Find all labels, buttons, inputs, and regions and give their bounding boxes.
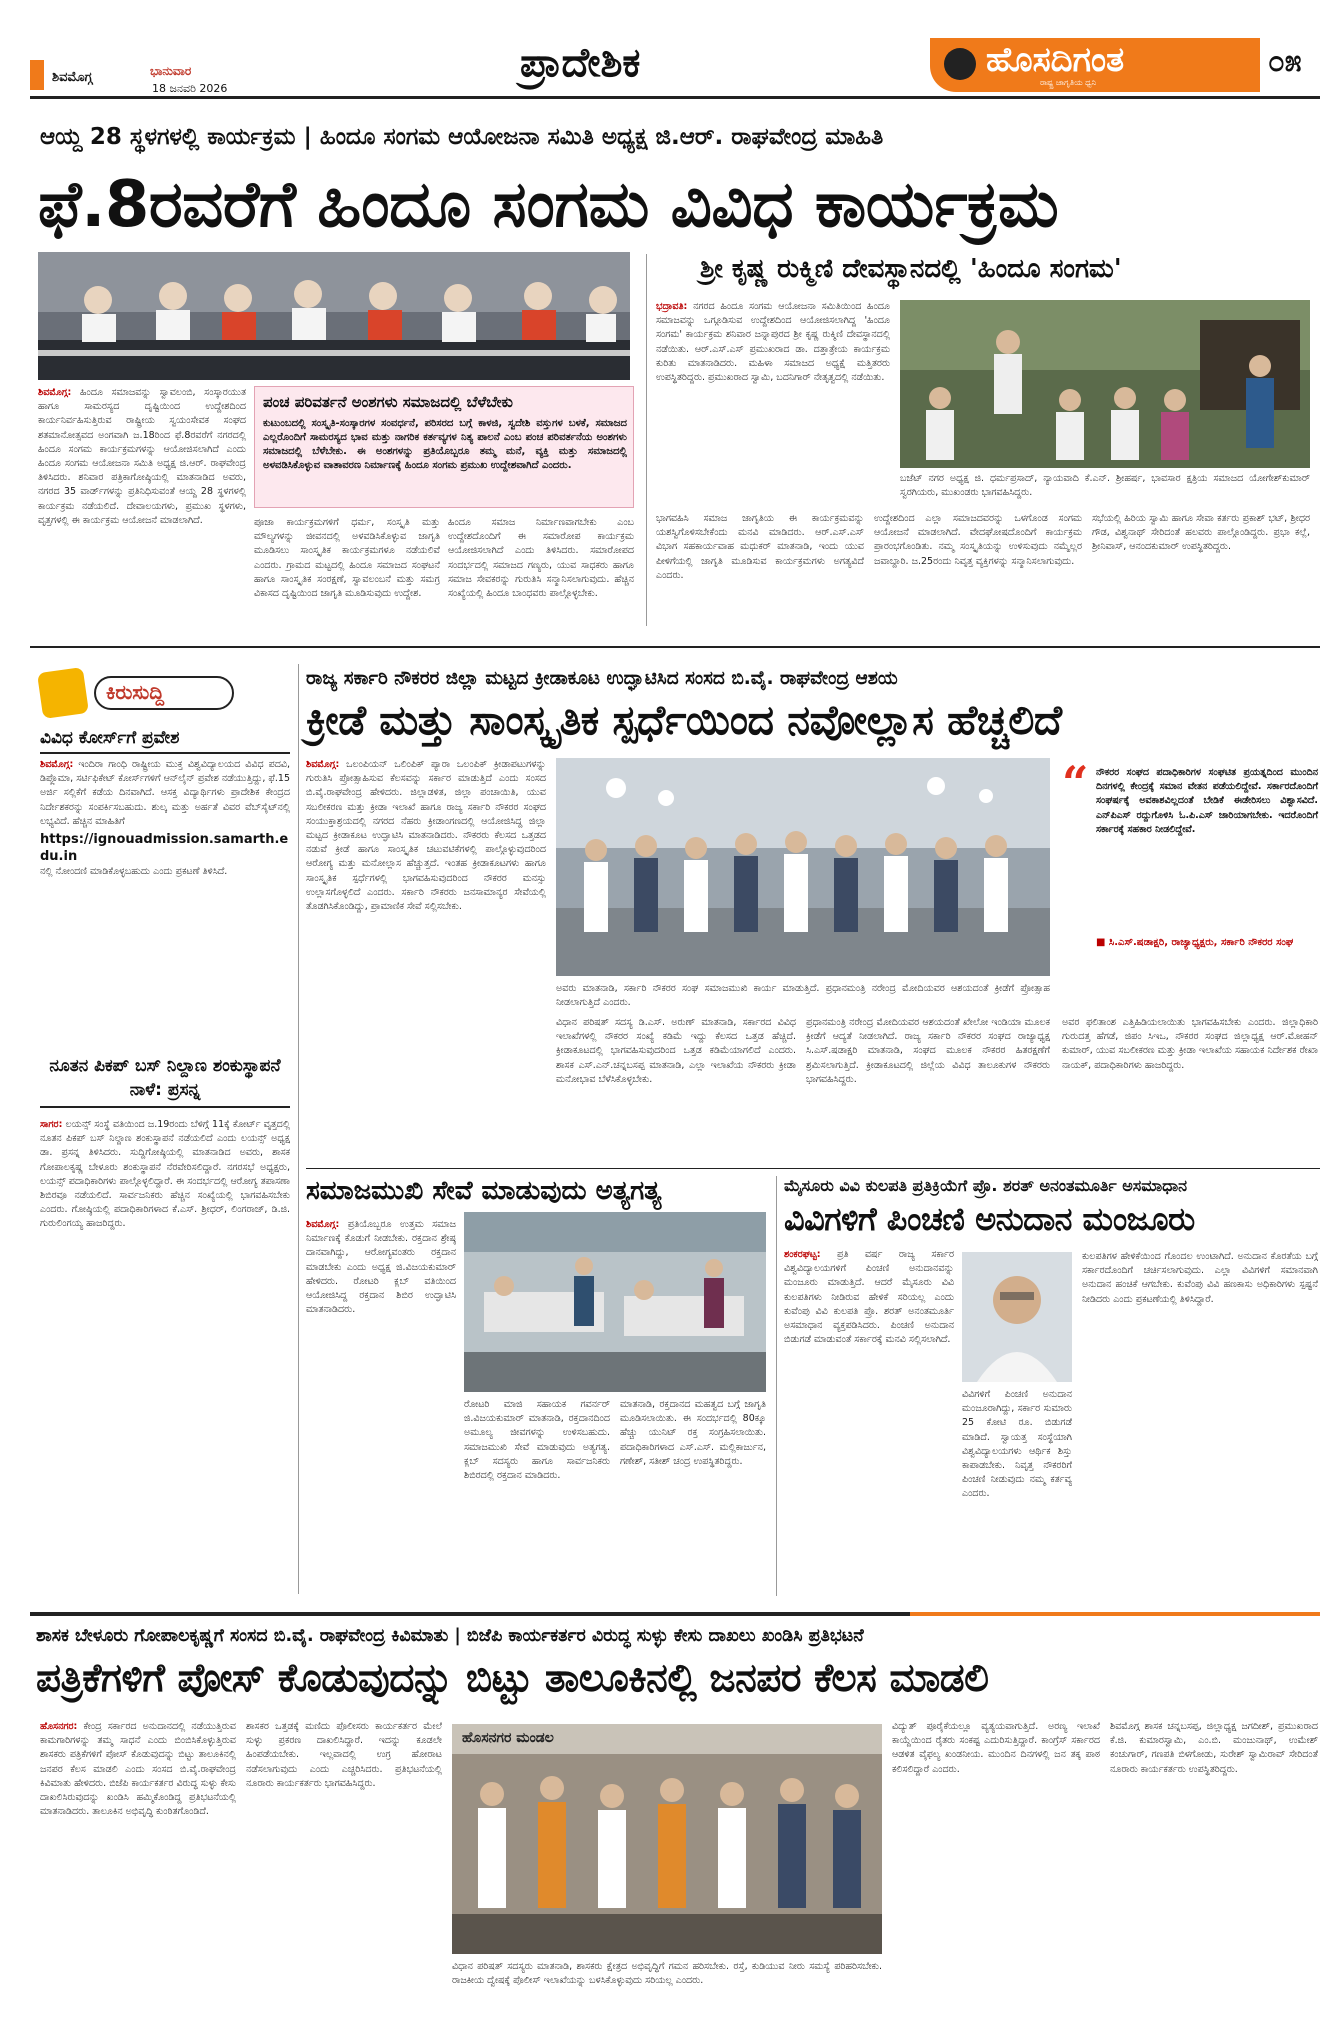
story6-col4-text: ವಿದ್ಯುತ್ ಪೂರೈಕೆಯಲ್ಲೂ ವ್ಯತ್ಯಯವಾಗುತ್ತಿದೆ. ಅರಣ್ಯ ಇಲಾಖೆ ಕಾಯ್ದೆಯಿಂದ ರೈತರು ಸಂಕಷ್ಟ ಎದುರಿಸುತ್ತಿದ್ದಾರೆ. ಕಾಂಗ್ರೆಸ್ ಸರ್ಕಾರದ ಆಡಳಿತ ವೈಫಲ್ಯ ಖಂಡನೀಯ. ಮುಂದಿನ ದಿನಗಳಲ್ಲಿ ಜನ ತಕ್ಕ ಪಾಠ ಕಲಿಸಲಿದ್ದಾರೆ ಎಂದರು. (892, 1721, 1100, 1775)
story5-col3 (1082, 1250, 1318, 1596)
story4-headline: ಸಮಾಜಮುಖಿ ಸೇವೆ ಮಾಡುವುದು ಅತ್ಯಗತ್ಯ (306, 1176, 662, 1206)
story4-col2-text: ರೋಟರಿ ಮಾಜಿ ಸಹಾಯಕ ಗವರ್ನರ್ ಜಿ.ವಿಜಯಕುಮಾರ್ ಮಾತನಾಡಿ, ರಕ್ತದಾನದಿಂದ ಅಮೂಲ್ಯ ಜೀವಗಳನ್ನು ಉಳಿಸಬಹುದು. ಸಮಾಜಮುಖಿ ಸೇವೆ ಮಾಡುವುದು ಅತ್ಯಗತ್ಯ. ಕ್ಲಬ್ ಸದಸ್ಯರು ಹಾಗೂ ಸಾರ್ವಜನಿಕರು ಶಿಬಿರದಲ್ಲಿ ರಕ್ತದಾನ ಮಾಡಿದರು. (464, 1399, 610, 1482)
story6-dateline: ಹೊಸನಗರ: (40, 1721, 78, 1732)
story1-col2-text: ಪೂಜಾ ಕಾರ್ಯಕ್ರಮಗಳಿಗೆ ಧರ್ಮ, ಸಂಸ್ಕೃತಿ ಮತ್ತು ಮೌಲ್ಯಗಳನ್ನು ಜೀವನದಲ್ಲಿ ಅಳವಡಿಸಿಕೊಳ್ಳುವ ಜಾಗೃತಿ ಮೂಡಿಸಲು ಸಾಂಸ್ಕೃತಿಕ ಕಾರ್ಯಕ್ರಮಗಳೂ ನಡೆಯಲಿವೆ ಎಂದರು. ಗ್ರಾಮದ ಮಟ್ಟದಲ್ಲಿ ಹಿಂದೂ ಸಮಾಜದ ಸಂಘಟನೆ ಹಾಗೂ ಸಾಂಸ್ಕೃತಿಕ ಸಂರಕ್ಷಣೆ, ಸ್ವಾವಲಂಬನೆ ಮತ್ತು ಸಮಗ್ರ ವಿಕಾಸದ ದೃಷ್ಟಿಯಿಂದ ಜಾಗೃತಿ ಮೂಡಿಸುವುದು ಉದ್ದೇಶ. (254, 517, 440, 600)
story4-divider (776, 1176, 777, 1596)
story5-col2 (962, 1388, 1072, 1596)
story6-col3 (452, 1960, 882, 2022)
story1-headline: ಫೆ.8ರವರೆಗೆ ಹಿಂದೂ ಸಂಗಮ ವಿವಿಧ ಕಾರ್ಯಕ್ರಮ (38, 168, 1059, 242)
story4-col2 (464, 1398, 610, 1596)
story2-col3-text: ಉದ್ದೇಶದಿಂದ ಎಲ್ಲಾ ಸಮಾಜದವರನ್ನು ಒಳಗೊಂಡ ಸಂಗಮ ಆಯೋಜನೆ ಮಾಡಲಾಗಿದೆ. ವೇದಘೋಷದೊಂದಿಗೆ ಕಾರ್ಯಕ್ರಮ ಪ್ರಾರಂಭಗೊಂಡಿತು. ನಮ್ಮ ಸಂಸ್ಕೃತಿಯನ್ನು ಉಳಿಸುವುದು ನಮ್ಮೆಲ್ಲರ ಜವಾಬ್ದಾರಿ. ಜ.25ರಂದು ನಿವೃತ್ತ ವ್ಯಕ್ತಿಗಳನ್ನು ಸನ್ಮಾನಿಸಲಾಗುವುದು. (874, 513, 1082, 567)
brief-item1-tail: ನಲ್ಲಿ ನೋಂದಣಿ ಮಾಡಿಕೊಳ್ಳಬಹುದು ಎಂದು ಪ್ರಕಟಣೆ ತಿಳಿಸಿದೆ. (40, 866, 228, 878)
story6-photo-label: ಹೊಸನಗರ ಮಂಡಲ (462, 1730, 554, 1746)
story2-col1b (656, 480, 890, 512)
story3-col3-text: ಪ್ರಧಾನಮಂತ್ರಿ ನರೇಂದ್ರ ಮೋದಿಯವರ ಆಶಯದಂತೆ ಖೇಲೋ ಇಂಡಿಯಾ ಮೂಲಕ ಕ್ರೀಡೆಗೆ ಆದ್ಯತೆ ನೀಡಲಾಗಿದೆ. ರಾಜ್ಯ ಸರ್ಕಾರಿ ನೌಕರರ ಸಂಘದ ರಾಜ್ಯಾಧ್ಯಕ್ಷ ಸಿ.ಎಸ್.ಷಡಾಕ್ಷರಿ ಮಾತನಾಡಿ, ಸಂಘದ ಮೂಲಕ ನೌಕರರ ಹಿತರಕ್ಷಣೆಗೆ ಶ್ರಮಿಸಲಾಗುತ್ತಿದೆ. ಕ್ರೀಡಾಕೂಟದಲ್ಲಿ ಜಿಲ್ಲೆಯ ವಿವಿಧ ತಾಲೂಕುಗಳ ನೌಕರರು ಭಾಗವಹಿಸಿದ್ದರು. (806, 1017, 1050, 1085)
story1-col3-text: ಹಿಂದೂ ಸಮಾಜ ನಿರ್ಮಾಣವಾಗಬೇಕು ಎಂಬ ಉದ್ದೇಶದೊಂದಿಗೆ ಈ ಸಮಾರೋಪ ಕಾರ್ಯಕ್ರಮ ಆಯೋಜಿಸಲಾಗಿದೆ ಎಂದು ತಿಳಿಸಿದರು. ಸಮಾರೋಪದ ಸಂದರ್ಭದಲ್ಲಿ ಸಮಾಜದ ಗಣ್ಯರು, ಯುವ ಸಾಧಕರು ಹಾಗೂ ಸಮಾಜ ಸೇವಕರನ್ನು ಗುರುತಿಸಿ ಸನ್ಮಾನಿಸಲಾಗುವುದು. ಹೆಚ್ಚಿನ ಸಂಖ್ಯೆಯಲ್ಲಿ ಹಿಂದೂ ಬಾಂಧವರು ಪಾಲ್ಗೊಳ್ಳಬೇಕು. (448, 517, 634, 600)
story3-quote-by: ■ ಸಿ.ಎಸ್.ಷಡಾಕ್ಷರಿ, ರಾಜ್ಯಾಧ್ಯಕ್ಷರು, ಸರ್ಕಾರಿ ನೌಕರರ ಸಂಘ (1096, 937, 1294, 948)
story3-col2 (556, 1016, 796, 1158)
story5-kicker: ಮೈಸೂರು ವಿವಿ ಕುಲಪತಿ ಪ್ರತಿಕ್ರಿಯೆಗೆ ಪ್ರೊ. ಶರತ್ ಅನಂತಮೂರ್ತಿ ಅಸಮಾಧಾನ (784, 1176, 1188, 1195)
story3-col4 (1062, 1016, 1318, 1158)
brief-badge-hand-icon (37, 667, 89, 719)
brand-logo-icon (944, 48, 976, 80)
story5-col3-text: ಕುಲಪತಿಗಳ ಹೇಳಿಕೆಯಿಂದ ಗೊಂದಲ ಉಂಟಾಗಿದೆ. ಅನುದಾನ ಕೊರತೆಯ ಬಗ್ಗೆ ಸರ್ಕಾರದೊಂದಿಗೆ ಚರ್ಚಿಸಲಾಗುವುದು. ಎಲ್ಲಾ ವಿವಿಗಳಿಗೆ ಸಮಾನವಾಗಿ ಅನುದಾನ ಹಂಚಿಕೆ ಆಗಬೇಕು. ಕುವೆಂಪು ವಿವಿ ಹಣಕಾಸು ಅಧಿಕಾರಿಗಳು ಸ್ಪಷ್ಟನೆ ನೀಡಿದರು ಎಂದು ಪ್ರಕಟಣೆಯಲ್ಲಿ ತಿಳಿಸಿದ್ದಾರೆ. (1082, 1251, 1318, 1305)
story1-col3 (448, 516, 634, 626)
story3-quote-box (1062, 756, 1318, 982)
story6-col5 (1110, 1720, 1318, 2020)
masthead-line (30, 96, 1320, 99)
story3-photo (556, 758, 1050, 976)
story6-photo-scene (452, 1724, 882, 1954)
story5-headline: ವಿವಿಗಳಿಗೆ ಪಿಂಚಣಿ ಅನುದಾನ ಮಂಜೂರು (784, 1200, 1195, 1238)
story3-quote-text: ನೌಕರರ ಸಂಘದ ಪದಾಧಿಕಾರಿಗಳ ಸಂಘಟಿತ ಪ್ರಯತ್ನದಿಂದ ಮುಂದಿನ ದಿನಗಳಲ್ಲಿ ಕೇಂದ್ರಕ್ಕೆ ಸಮಾನ ವೇತನ ಪಡೆಯಲಿದ್ದೇವೆ. ಸರ್ಕಾರದೊಂದಿಗೆ ಸಂಘರ್ಷಕ್ಕೆ ಅವಕಾಶವಿಲ್ಲದಂತೆ ಬೇಡಿಕೆ ಈಡೇರಿಸಲು ವಿಶ್ವಾಸವಿದೆ. ಎನ್‌ಪಿಎಸ್ ರದ್ದುಗೊಳಿಸಿ ಓ.ಪಿ.ಎಸ್ ಜಾರಿಯಾಗಬೇಕು. ಇದರೊಂದಿಗೆ ಸರ್ಕಾರಕ್ಕೆ ಸಹಕಾರ ನೀಡಲಿದ್ದೇವೆ. (1096, 767, 1318, 835)
story1-col1 (38, 386, 246, 626)
story4-col3 (620, 1398, 766, 1596)
story2-photo-caption (900, 472, 1310, 504)
quote-mark-icon: “ (1062, 756, 1089, 810)
story6-col3-text: ವಿಧಾನ ಪರಿಷತ್ ಸದಸ್ಯರು ಮಾತನಾಡಿ, ಶಾಸಕರು ಕ್ಷೇತ್ರದ ಅಭಿವೃದ್ಧಿಗೆ ಗಮನ ಹರಿಸಬೇಕು. ರಸ್ತೆ, ಕುಡಿಯುವ ನೀರು ಸಮಸ್ಯೆ ಪರಿಹರಿಸಬೇಕು. ರಾಜಕೀಯ ದ್ವೇಷಕ್ಕೆ ಪೊಲೀಸ್ ಇಲಾಖೆಯನ್ನು ಬಳಸಿಕೊಳ್ಳುವುದು ಸರಿಯಲ್ಲ ಎಂದರು. (452, 1961, 882, 1987)
story4-col1 (306, 1218, 456, 1596)
brief-item1-dateline: ಶಿವಮೊಗ್ಗ: (40, 759, 74, 770)
masthead (30, 38, 1320, 106)
story1-box-text: ಕುಟುಂಬದಲ್ಲಿ ಸಂಸ್ಕೃತಿ-ಸಂಸ್ಕಾರಗಳ ಸಂವರ್ಧನೆ, ಪರಿಸರದ ಬಗ್ಗೆ ಕಾಳಜಿ, ಸ್ವದೇಶಿ ವಸ್ತುಗಳ ಬಳಕೆ, ಸಮಾಜದ ಎಲ್ಲರೊಂದಿಗೆ ಸಾಮರಸ್ಯದ ಭಾವ ಮತ್ತು ನಾಗರಿಕ ಕರ್ತವ್ಯಗಳ ನಿತ್ಯ ಪಾಲನೆ ಎಂಬ ಪಂಚ ಪರಿವರ್ತನೆಯ ಅಂಶಗಳು ಸಮಾಜದಲ್ಲಿ ಬೆಳೆಬೇಕು. ಈ ಅಂಶಗಳನ್ನು ಪ್ರತಿಯೊಬ್ಬರೂ ತಮ್ಮ ಮನೆ, ವ್ಯಕ್ತಿ ಮತ್ತು ಸಮಾಜದಲ್ಲಿ ಅಳವಡಿಸಿಕೊಳ್ಳುವ ವಾತಾವರಣ ನಿರ್ಮಾಣಕ್ಕೆ ಹಿಂದೂ ಸಂಗಮ ಪ್ರಮುಖ ಉದ್ದೇಶವಾಗಿದೆ ಎಂದರು. (263, 418, 627, 471)
masthead-section: ಪ್ರಾದೇಶಿಕ (520, 40, 641, 86)
story3-col2-text: ವಿಧಾನ ಪರಿಷತ್ ಸದಸ್ಯ ಡಿ.ಎಸ್. ಅರುಣ್ ಮಾತನಾಡಿ, ಸರ್ಕಾರದ ವಿವಿಧ ಇಲಾಖೆಗಳಲ್ಲಿ ನೌಕರರ ಸಂಖ್ಯೆ ಕಡಿಮೆ ಇದ್ದು ಕೆಲಸದ ಒತ್ತಡ ಹೆಚ್ಚಿದೆ. ಕ್ರೀಡಾಕೂಟದಲ್ಲಿ ಭಾಗವಹಿಸುವುದರಿಂದ ಒತ್ತಡ ಕಡಿಮೆಯಾಗಲಿದೆ ಎಂದರು. ಶಾಸಕ ಎಸ್.ಎನ್.ಚನ್ನಬಸಪ್ಪ ಮಾತನಾಡಿ, ಎಲ್ಲಾ ಇಲಾಖೆಯ ನೌಕರರು ಕ್ರೀಡಾ ಮನೋಭಾವ ಬೆಳೆಸಿಕೊಳ್ಳಬೇಕು. (556, 1017, 796, 1085)
story5-portrait (962, 1252, 1072, 1382)
story2-col3 (874, 512, 1082, 626)
story2-col2-text: ಭಾಗವಹಿಸಿ ಸಮಾಜ ಜಾಗೃತಿಯ ಈ ಕಾರ್ಯಕ್ರಮವನ್ನು ಯಶಸ್ವಿಗೊಳಿಸಬೇಕೆಂದು ಮನವಿ ಮಾಡಿದರು. ಆರ್.ಎಸ್.ಎಸ್ ವಿಭಾಗ ಸಹಕಾರ್ಯವಾಹ ಮಧುಕರ್ ಮಾತನಾಡಿ, ಇಂದು ಯುವ ಪೀಳಿಗೆಯಲ್ಲಿ ಜಾಗೃತಿ ಮೂಡಿಸುವ ಕಾರ್ಯಕ್ರಮಗಳು ಅಗತ್ಯವಿದೆ ಎಂದರು. (656, 513, 864, 581)
story2-photo (900, 300, 1310, 468)
story1-photo (38, 252, 630, 380)
masthead-place: ಶಿವಮೊಗ್ಗ (52, 70, 93, 85)
brand-name: ಹೊಸದಿಗಂತ (986, 40, 1125, 80)
brief-divider (298, 664, 299, 1594)
brief-item2-body (40, 1118, 290, 1598)
story2-col1-text: ನಗರದ ಹಿಂದೂ ಸಂಗಮ ಆಯೋಜನಾ ಸಮಿತಿಯಿಂದ ಹಿಂದೂ ಸಮಾಜವನ್ನು ಒಗ್ಗೂಡಿಸುವ ಉದ್ದೇಶದಿಂದ ಆಯೋಜಿಸಲಾಗಿದ್ದ 'ಹಿಂದೂ ಸಂಗಮ' ಕಾರ್ಯಕ್ರಮ ಶನಿವಾರ ಜನ್ನಾಪುರದ ಶ್ರೀ ಕೃಷ್ಣ ರುಕ್ಮಿಣಿ ದೇವಸ್ಥಾನದಲ್ಲಿ ನಡೆಯಿತು. ಆರ್.ಎಸ್.ಎಸ್ ಪ್ರಮುಖರಾದ ಡಾ. ದತ್ತಾತ್ರೇಯ ಕಾರ್ಯಕ್ರಮ ಕುರಿತು ಮಾತನಾಡಿದರು. ಮಹಿಳಾ ಸಮಾಜದ ಅಧ್ಯಕ್ಷೆ ಮತ್ತಿತರರು ಉಪಸ್ಥಿತರಿದ್ದರು. ಪ್ರಮುಖರಾದ ಸ್ವಾಮಿ, ಬದನಿಗಾರ್ ನೇತೃತ್ವದಲ್ಲಿ ನಡೆಯಿತು. (656, 301, 890, 384)
story1-box-title: ಪಂಚ ಪರಿವರ್ತನೆ ಅಂಶಗಳು ಸಮಾಜದಲ್ಲಿ ಬೆಳೆಬೇಕು (263, 393, 513, 411)
story1-kicker: ಆಯ್ದ 28 ಸ್ಥಳಗಳಲ್ಲಿ ಕಾರ್ಯಕ್ರಮ | ಹಿಂದೂ ಸಂಗಮ ಆಯೋಜನಾ ಸಮಿತಿ ಅಧ್ಯಕ್ಷ ಜಿ.ಆರ್. ರಾಘವೇಂದ್ರ ಮಾಹಿತಿ (40, 124, 884, 150)
story6-photo (452, 1724, 882, 1954)
story5-col2-text: ವಿವಿಗಳಿಗೆ ಪಿಂಚಣಿ ಅನುದಾನ ಮಂಜೂರಾಗಿದ್ದು, ಸರ್ಕಾರ ಸುಮಾರು 25 ಕೋಟಿ ರೂ. ಬಿಡುಗಡೆ ಮಾಡಿದೆ. ಸ್ವಾಯತ್ತ ಸಂಸ್ಥೆಯಾಗಿ ವಿಶ್ವವಿದ್ಯಾಲಯಗಳು ಆರ್ಥಿಕ ಶಿಸ್ತು ಕಾಪಾಡಬೇಕು. ನಿವೃತ್ತ ನೌಕರರಿಗೆ ಪಿಂಚಣಿ ನೀಡುವುದು ನಮ್ಮ ಕರ್ತವ್ಯ ಎಂದರು. (962, 1389, 1072, 1500)
story3-col3 (806, 1016, 1050, 1158)
brand-tagline: ರಾಷ್ಟ್ರ ಜಾಗೃತಿಯ ಧ್ವನಿ (1040, 78, 1097, 87)
page-number: ೦೫ (1268, 44, 1302, 79)
story2-col4-text: ಸಭೆಯಲ್ಲಿ ಹಿರಿಯ ಸ್ವಾಮಿ ಹಾಗೂ ಸೇವಾ ಕರ್ತರು ಪ್ರಕಾಶ್ ಭಟ್, ಶ್ರೀಧರ ಗೌಡ, ವಿಶ್ವನಾಥ್ ಸೇರಿದಂತೆ ಹಲವರು ಪಾಲ್ಗೊಂಡಿದ್ದರು. ಪ್ರಭಾ ಕಲ್ಲೆ, ಶ್ರೀನಿವಾಸ್, ಆನಂದಕುಮಾರ್ ಉಪಸ್ಥಿತರಿದ್ದರು. (1092, 513, 1310, 553)
story2-dateline: ಭದ್ರಾವತಿ: (656, 301, 688, 312)
story1-box (254, 386, 634, 508)
story3-headline: ಕ್ರೀಡೆ ಮತ್ತು ಸಾಂಸ್ಕೃತಿಕ ಸ್ಪರ್ಧೆಯಿಂದ ನವೋಲ್ಲಾಸ ಹೆಚ್ಚಲಿದೆ (306, 696, 1062, 744)
story6-col2-text: ಶಾಸಕರ ಒತ್ತಡಕ್ಕೆ ಮಣಿದು ಪೊಲೀಸರು ಕಾರ್ಯಕರ್ತರ ಮೇಲೆ ಸುಳ್ಳು ಪ್ರಕರಣ ದಾಖಲಿಸಿದ್ದಾರೆ. ಇದನ್ನು ಕೂಡಲೇ ಹಿಂಪಡೆಯಬೇಕು. ಇಲ್ಲವಾದಲ್ಲಿ ಉಗ್ರ ಹೋರಾಟ ನಡೆಸಲಾಗುವುದು ಎಂದು ಎಚ್ಚರಿಸಿದರು. ಪ್ರತಿಭಟನೆಯಲ್ಲಿ ನೂರಾರು ಕಾರ್ಯಕರ್ತರು ಭಾಗವಹಿಸಿದ್ದರು. (246, 1721, 442, 1789)
story4-photo (464, 1212, 766, 1392)
brief-item2-text: ಲಯನ್ಸ್ ಸಂಸ್ಥೆ ವತಿಯಿಂದ ಜ.19ರಂದು ಬೆಳಿಗ್ಗೆ 11ಕ್ಕೆ ಕೋರ್ಟ್ ವೃತ್ತದಲ್ಲಿ ನೂತನ ಪಿಕಪ್ ಬಸ್ ನಿಲ್ದಾಣ ಶಂಕುಸ್ಥಾಪನೆ ನಡೆಯಲಿದೆ ಎಂದು ಲಯನ್ಸ್ ಅಧ್ಯಕ್ಷ ಡಾ. ಪ್ರಸನ್ನ ತಿಳಿಸಿದರು. ಸುದ್ದಿಗೋಷ್ಠಿಯಲ್ಲಿ ಮಾತನಾಡಿದ ಅವರು, ಶಾಸಕ ಗೋಪಾಲಕೃಷ್ಣ ಬೇಳೂರು ಶಂಕುಸ್ಥಾಪನೆ ನೆರವೇರಿಸಲಿದ್ದಾರೆ. ನಗರಸಭೆ ಅಧ್ಯಕ್ಷರು, ಲಯನ್ಸ್ ಪದಾಧಿಕಾರಿಗಳು ಪಾಲ್ಗೊಳ್ಳಲಿದ್ದಾರೆ. ಈ ಸಂದರ್ಭದಲ್ಲಿ ಆರೋಗ್ಯ ತಪಾಸಣಾ ಶಿಬಿರವೂ ನಡೆಯಲಿದೆ. ಸಾರ್ವಜನಿಕರು ಹೆಚ್ಚಿನ ಸಂಖ್ಯೆಯಲ್ಲಿ ಭಾಗವಹಿಸಬೇಕು ಎಂದರು. ಗೋಷ್ಠಿಯಲ್ಲಿ ಪದಾಧಿಕಾರಿಗಳಾದ ಕೆ.ಎಸ್. ಶ್ರೀಧರ್, ಲಿಂಗರಾಜ್, ಡಿ.ಜಿ. ಗುರುಲಿಂಗಯ್ಯ ಹಾಜರಿದ್ದರು. (40, 1119, 290, 1230)
story6-kicker: ಶಾಸಕ ಬೇಳೂರು ಗೋಪಾಲಕೃಷ್ಣಗೆ ಸಂಸದ ಬಿ.ವೈ. ರಾಘವೇಂದ್ರ ಕಿವಿಮಾತು | ಬಿಜೆಪಿ ಕಾರ್ಯಕರ್ತರ ವಿರುದ್ಧ ಸುಳ್ಳು ಕೇಸು ದಾಖಲು ಖಂಡಿಸಿ ಪ್ರತಿಭಟನೆ (36, 1626, 864, 1646)
story4-col1-text: ಪ್ರತಿಯೊಬ್ಬರೂ ಉತ್ತಮ ಸಮಾಜ ನಿರ್ಮಾಣಕ್ಕೆ ಕೊಡುಗೆ ನೀಡಬೇಕು. ರಕ್ತದಾನ ಶ್ರೇಷ್ಠ ದಾನವಾಗಿದ್ದು, ಆರೋಗ್ಯವಂತರು ರಕ್ತದಾನ ಮಾಡಬೇಕು ಎಂದು ಅಧ್ಯಕ್ಷ ಜಿ.ವಿಜಯಕುಮಾರ್ ಹೇಳಿದರು. ರೋಟರಿ ಕ್ಲಬ್ ವತಿಯಿಂದ ಆಯೋಜಿಸಿದ್ದ ರಕ್ತದಾನ ಶಿಬಿರ ಉದ್ಘಾಟಿಸಿ ಮಾತನಾಡಿದರು. (306, 1219, 456, 1316)
story6-col2 (246, 1720, 442, 2020)
brief-item1-text: ಇಂದಿರಾ ಗಾಂಧಿ ರಾಷ್ಟ್ರೀಯ ಮುಕ್ತ ವಿಶ್ವವಿದ್ಯಾಲಯದ ವಿವಿಧ ಪದವಿ, ಡಿಪ್ಲೊಮಾ, ಸರ್ಟಿಫಿಕೇಟ್ ಕೋರ್ಸ್‌ಗಳಿಗೆ ಆನ್‌ಲೈನ್ ಪ್ರವೇಶ ನಡೆಯುತ್ತಿದ್ದು, ಫೆ.15 ಅರ್ಜಿ ಸಲ್ಲಿಕೆಗೆ ಕಡೆಯ ದಿನವಾಗಿದೆ. ಆಸಕ್ತ ವಿದ್ಯಾರ್ಥಿಗಳು ಪ್ರಾದೇಶಿಕ ಕೇಂದ್ರದ ನಿರ್ದೇಶಕರನ್ನು ಸಂಪರ್ಕಿಸಬಹುದು. ಶುಲ್ಕ ಮತ್ತು ಅರ್ಹತೆ ವಿವರ ವೆಬ್‌ಸೈಟ್‌ನಲ್ಲಿ ಲಭ್ಯವಿದೆ. ಹೆಚ್ಚಿನ ಮಾಹಿತಿಗೆ (40, 759, 290, 827)
brand-block (930, 38, 1260, 92)
story5-dateline: ಶಂಕರಘಟ್ಟ: (784, 1249, 821, 1260)
brief-badge (40, 670, 240, 716)
story1-col2 (254, 516, 440, 626)
story3-caption-text: ಅವರು ಮಾತನಾಡಿ, ಸರ್ಕಾರಿ ನೌಕರರ ಸಂಘ ಸಮಾಜಮುಖಿ ಕಾರ್ಯ ಮಾಡುತ್ತಿದೆ. ಪ್ರಧಾನಮಂತ್ರಿ ನರೇಂದ್ರ ಮೋದಿಯವರ ಆಶಯದಂತೆ ಕ್ರೀಡೆಗೆ ಪ್ರೋತ್ಸಾಹ ನೀಡಲಾಗುತ್ತಿದೆ ಎಂದರು. (556, 983, 1050, 1009)
story6-col1-text: ಕೇಂದ್ರ ಸರ್ಕಾರದ ಅನುದಾನದಲ್ಲಿ ನಡೆಯುತ್ತಿರುವ ಕಾಮಗಾರಿಗಳನ್ನು ತಮ್ಮ ಸಾಧನೆ ಎಂದು ಬಿಂಬಿಸಿಕೊಳ್ಳುತ್ತಿರುವ ಶಾಸಕರು ಪತ್ರಿಕೆಗಳಿಗೆ ಪೋಸ್ ಕೊಡುವುದನ್ನು ಬಿಟ್ಟು ತಾಲೂಕಿನಲ್ಲಿ ಜನಪರ ಕೆಲಸ ಮಾಡಲಿ ಎಂದು ಸಂಸದ ಬಿ.ವೈ.ರಾಘವೇಂದ್ರ ಕಿವಿಮಾತು ಹೇಳಿದರು. ಬಿಜೆಪಿ ಕಾರ್ಯಕರ್ತರ ವಿರುದ್ಧ ಸುಳ್ಳು ಕೇಸು ದಾಖಲಿಸಿರುವುದನ್ನು ಖಂಡಿಸಿ ಹಮ್ಮಿಕೊಂಡಿದ್ದ ಪ್ರತಿಭಟನೆಯಲ್ಲಿ ಮಾತನಾಡಿದರು. ತಾಲೂಕಿನ ಅಭಿವೃದ್ಧಿ ಕುಂಠಿತಗೊಂಡಿದೆ. (40, 1721, 236, 1818)
story1-dateline: ಶಿವಮೊಗ್ಗ: (38, 387, 72, 398)
story3-photo-caption (556, 982, 1050, 1012)
story2-caption-text: ಬಜೆಟ್ ನಗರ ಅಧ್ಯಕ್ಷ ಜಿ. ಧರ್ಮಪ್ರಸಾದ್, ನ್ಯಾಯವಾದಿ ಕೆ.ಎನ್. ಶ್ರೀಹರ್ಷ, ಭಾವಸಾರ ಕ್ಷತ್ರಿಯ ಸಮಾಜದ ಯೋಗೇಶ್‌ಕುಮಾರ್ ಸ್ವರಗಿಯರು, ಮುಖಂಡರು ಭಾಗವಹಿಸಿದ್ದರು. (900, 473, 1310, 499)
story6-col4 (892, 1720, 1100, 2020)
story6-col5-text: ಶಿವಮೊಗ್ಗ ಶಾಸಕ ಚನ್ನಬಸಪ್ಪ, ಜಿಲ್ಲಾಧ್ಯಕ್ಷ ಜಗದೀಶ್, ಪ್ರಮುಖರಾದ ಕೆ.ಜಿ. ಕುಮಾರಸ್ವಾಮಿ, ಎಂ.ಬಿ. ಮಂಜುನಾಥ್, ಉಮೇಶ್ ಕಂಚುಗಾರ್, ಗಣಪತಿ ಬಿಳಗೋಡು, ಸುರೇಶ್ ಸ್ವಾಮಿರಾವ್ ಸೇರಿದಂತೆ ನೂರಾರು ಕಾರ್ಯಕರ್ತರು ಉಪಸ್ಥಿತರಿದ್ದರು. (1110, 1721, 1318, 1775)
story3-col1 (306, 758, 546, 1158)
story6-col1 (40, 1720, 236, 2020)
brief-badge-label: ಕಿರುಸುದ್ದಿ (106, 680, 165, 704)
story4-dateline: ಶಿವಮೊಗ್ಗ: (306, 1219, 340, 1230)
section-rule-1 (30, 646, 1320, 648)
brief-item1-url[interactable]: https://ignouadmission.samarth.edu.in (40, 832, 289, 865)
brief-item1-title: ವಿವಿಧ ಕೋರ್ಸ್‌ಗೆ ಪ್ರವೇಶ (40, 728, 290, 754)
story6-headline: ಪತ್ರಿಕೆಗಳಿಗೆ ಪೋಸ್ ಕೊಡುವುದನ್ನು ಬಿಟ್ಟು ತಾಲೂಕಿನಲ್ಲಿ ಜನಪರ ಕೆಲಸ ಮಾಡಲಿ (36, 1656, 989, 1701)
story5-col1-text: ಪ್ರತಿ ವರ್ಷ ರಾಜ್ಯ ಸರ್ಕಾರ ವಿಶ್ವವಿದ್ಯಾಲಯಗಳಿಗೆ ಪಿಂಚಣಿ ಅನುದಾನವನ್ನು ಮಂಜೂರು ಮಾಡುತ್ತಿದೆ. ಆದರೆ ಮೈಸೂರು ವಿವಿ ಕುಲಪತಿಗಳು ನೀಡಿರುವ ಹೇಳಿಕೆ ಸರಿಯಲ್ಲ ಎಂದು ಕುವೆಂಪು ವಿವಿ ಕುಲಪತಿ ಪ್ರೊ. ಶರತ್ ಅನಂತಮೂರ್ತಿ ಅಸಮಾಧಾನ ವ್ಯಕ್ತಪಡಿಸಿದರು. ಪಿಂಚಣಿ ಅನುದಾನ ಬಿಡುಗಡೆ ಮಾಡುವಂತೆ ಸರ್ಕಾರಕ್ಕೆ ಮನವಿ ಸಲ್ಲಿಸಲಾಗಿದೆ. (784, 1249, 954, 1346)
masthead-date: 18 ಜನವರಿ 2026 (152, 82, 228, 95)
story3-dateline: ಶಿವಮೊಗ್ಗ: (306, 759, 340, 770)
story6-top-rule-dark (30, 1612, 910, 1616)
brief-item1-body (40, 758, 290, 1098)
story4-col3-text: ಮಾತನಾಡಿ, ರಕ್ತದಾನದ ಮಹತ್ವದ ಬಗ್ಗೆ ಜಾಗೃತಿ ಮೂಡಿಸಲಾಯಿತು. ಈ ಸಂದರ್ಭದಲ್ಲಿ 80ಕ್ಕೂ ಹೆಚ್ಚು ಯುನಿಟ್ ರಕ್ತ ಸಂಗ್ರಹಿಸಲಾಯಿತು. ಪದಾಧಿಕಾರಿಗಳಾದ ಎಸ್.ಎಸ್. ಮಲ್ಲಿಕಾರ್ಜುನ, ಗಣೇಶ್, ಸತೀಶ್ ಚಂದ್ರ ಉಪಸ್ಥಿತರಿದ್ದರು. (620, 1399, 766, 1467)
story1-col1-text: ಹಿಂದೂ ಸಮಾಜವನ್ನು ಸ್ವಾವಲಂಬಿ, ಸಂಸ್ಕಾರಯುತ ಹಾಗೂ ಸಾಮರಸ್ಯದ ದೃಷ್ಟಿಯಿಂದ ಉದ್ದೇಶದಿಂದ ಕಾರ್ಯನಿರ್ವಹಿಸುತ್ತಿರುವ ರಾಷ್ಟ್ರೀಯ ಸ್ವಯಂಸೇವಕ ಸಂಘದ ಶತಮಾನೋತ್ಸವದ ಅಂಗವಾಗಿ ಜ.18ರಿಂದ ಫೆ.8ರವರೆಗೆ ನಗರದಲ್ಲಿ ಹಿಂದೂ ಸಂಗಮ ಕಾರ್ಯಕ್ರಮಗಳನ್ನು ಆಯೋಜಿಸಲಾಗಿದೆ ಎಂದು ಹಿಂದೂ ಸಂಗಮ ಆಯೋಜನಾ ಸಮಿತಿ ಅಧ್ಯಕ್ಷ ಜಿ.ಆರ್. ರಾಘವೇಂದ್ರ ತಿಳಿಸಿದರು. ಶನಿವಾರ ಪತ್ರಿಕಾಗೋಷ್ಠಿಯಲ್ಲಿ ಮಾತನಾಡಿದ ಅವರು, ನಗರದ 35 ವಾರ್ಡ್‌ಗಳನ್ನು ಪ್ರತಿನಿಧಿಸುವಂತೆ ಆಯ್ದ 28 ಸ್ಥಳಗಳಲ್ಲಿ ಕಾರ್ಯಕ್ರಮ ನಡೆಯಲಿದೆ. ದೇವಾಲಯಗಳು, ಪ್ರಮುಖ ಸ್ಥಳಗಳು, ವೃತ್ತಗಳಲ್ಲಿ ಈ ಕಾರ್ಯಕ್ರಮ ಆಯೋಜನೆ ಮಾಡಲಾಗಿದೆ. (38, 387, 246, 526)
story2-col1 (656, 300, 890, 476)
story2-headline: ಶ್ರೀ ಕೃಷ್ಣ ರುಕ್ಮಿಣಿ ದೇವಸ್ಥಾನದಲ್ಲಿ 'ಹಿಂದೂ ಸಂಗಮ' (700, 254, 1122, 284)
masthead-day: ಭಾನುವಾರ (150, 64, 192, 78)
brief-item2-dateline: ಸಾಗರ: (40, 1119, 63, 1130)
story5-col1 (784, 1248, 954, 1596)
story3-kicker: ರಾಜ್ಯ ಸರ್ಕಾರಿ ನೌಕರರ ಜಿಲ್ಲಾ ಮಟ್ಟದ ಕ್ರೀಡಾಕೂಟ ಉದ್ಘಾಟಿಸಿದ ಸಂಸದ ಬಿ.ವೈ. ರಾಘವೇಂದ್ರ ಆಶಯ (306, 668, 898, 689)
story3-col4-text: ಅವರ ಫಲಿತಾಂಶ ಎತ್ತಿಹಿಡಿಯಲಾಯಿತು ಭಾಗವಹಿಸಬೇಕು ಎಂದರು. ಜಿಲ್ಲಾಧಿಕಾರಿ ಗುರುದತ್ತ ಹೆಗಡೆ, ಜಿಪಂ ಸಿಇಒ, ನೌಕರರ ಸಂಘದ ಜಿಲ್ಲಾಧ್ಯಕ್ಷ ಆರ್.ಮೋಹನ್ ಕುಮಾರ್, ಯುವ ಸಬಲೀಕರಣ ಮತ್ತು ಕ್ರೀಡಾ ಇಲಾಖೆಯ ಸಹಾಯಕ ನಿರ್ದೇಶಕ ರೇಖಾ ನಾಯಕ್, ಪದಾಧಿಕಾರಿಗಳು ಹಾಜರಿದ್ದರು. (1062, 1017, 1318, 1071)
brief-item2-title: ನೂತನ ಪಿಕಪ್ ಬಸ್ ನಿಲ್ದಾಣ ಶಂಕುಸ್ಥಾಪನೆ ನಾಳೆ: ಪ್ರಸನ್ನ (40, 1054, 290, 1108)
story3-col1-text: ಒಲಂಪಿಯನ್ ಒಲಿಂಪಿಕ್ ಪ್ಯಾರಾ ಒಲಂಪಿಕ್ ಕ್ರೀಡಾಪಟುಗಳನ್ನು ಗುರುತಿಸಿ ಪ್ರೋತ್ಸಾಹಿಸುವ ಕೆಲಸವನ್ನು ಸರ್ಕಾರ ಮಾಡುತ್ತಿದೆ ಎಂದು ಸಂಸದ ಬಿ.ವೈ.ರಾಘವೇಂದ್ರ ಹೇಳಿದರು. ಜಿಲ್ಲಾಡಳಿತ, ಜಿಲ್ಲಾ ಪಂಚಾಯಿತಿ, ಯುವ ಸಬಲೀಕರಣ ಮತ್ತು ಕ್ರೀಡಾ ಇಲಾಖೆ ಹಾಗೂ ರಾಜ್ಯ ಸರ್ಕಾರಿ ನೌಕರರ ಸಂಘದ ಸಂಯುಕ್ತಾಶ್ರಯದಲ್ಲಿ ನಗರದ ನೆಹರು ಕ್ರೀಡಾಂಗಣದಲ್ಲಿ ಆಯೋಜಿಸಿದ್ದ ಜಿಲ್ಲಾ ಮಟ್ಟದ ಕ್ರೀಡಾಕೂಟ ಉದ್ಘಾಟಿಸಿ ಮಾತನಾಡಿದರು. ನೌಕರರು ಕೆಲಸದ ಒತ್ತಡದ ನಡುವೆ ಕ್ರೀಡೆ ಹಾಗೂ ಸಾಂಸ್ಕೃತಿಕ ಚಟುವಟಿಕೆಗಳಲ್ಲಿ ಪಾಲ್ಗೊಳ್ಳುವುದರಿಂದ ಆರೋಗ್ಯ ಮತ್ತು ಮನೋಲ್ಲಾಸ ಹೆಚ್ಚುತ್ತದೆ. ಇಂತಹ ಕ್ರೀಡಾಕೂಟಗಳು ಹಾಗೂ ಸಾಂಸ್ಕೃತಿಕ ಸ್ಪರ್ಧೆಗಳಲ್ಲಿ ಭಾಗವಹಿಸುವುದರಿಂದ ನೌಕರರ ಮನಸ್ಸು ಉಲ್ಲಾಸಗೊಳ್ಳಲಿದೆ ಎಂದರು. ಸರ್ಕಾರಿ ನೌಕರರು ಜನಸಾಮಾನ್ಯರ ಸೇವೆಯಲ್ಲಿ ತೊಡಗಿಸಿಕೊಂಡಿದ್ದು, ಪ್ರಾಮಾಣಿಕ ಸೇವೆ ಸಲ್ಲಿಸಬೇಕು. (306, 759, 546, 913)
masthead-left-bar (30, 60, 44, 90)
section-rule-2 (306, 1168, 1320, 1169)
story6-top-rule-accent (910, 1612, 1320, 1616)
story2-col2 (656, 512, 864, 626)
story2-col4 (1092, 512, 1310, 626)
story1-divider (646, 254, 647, 626)
